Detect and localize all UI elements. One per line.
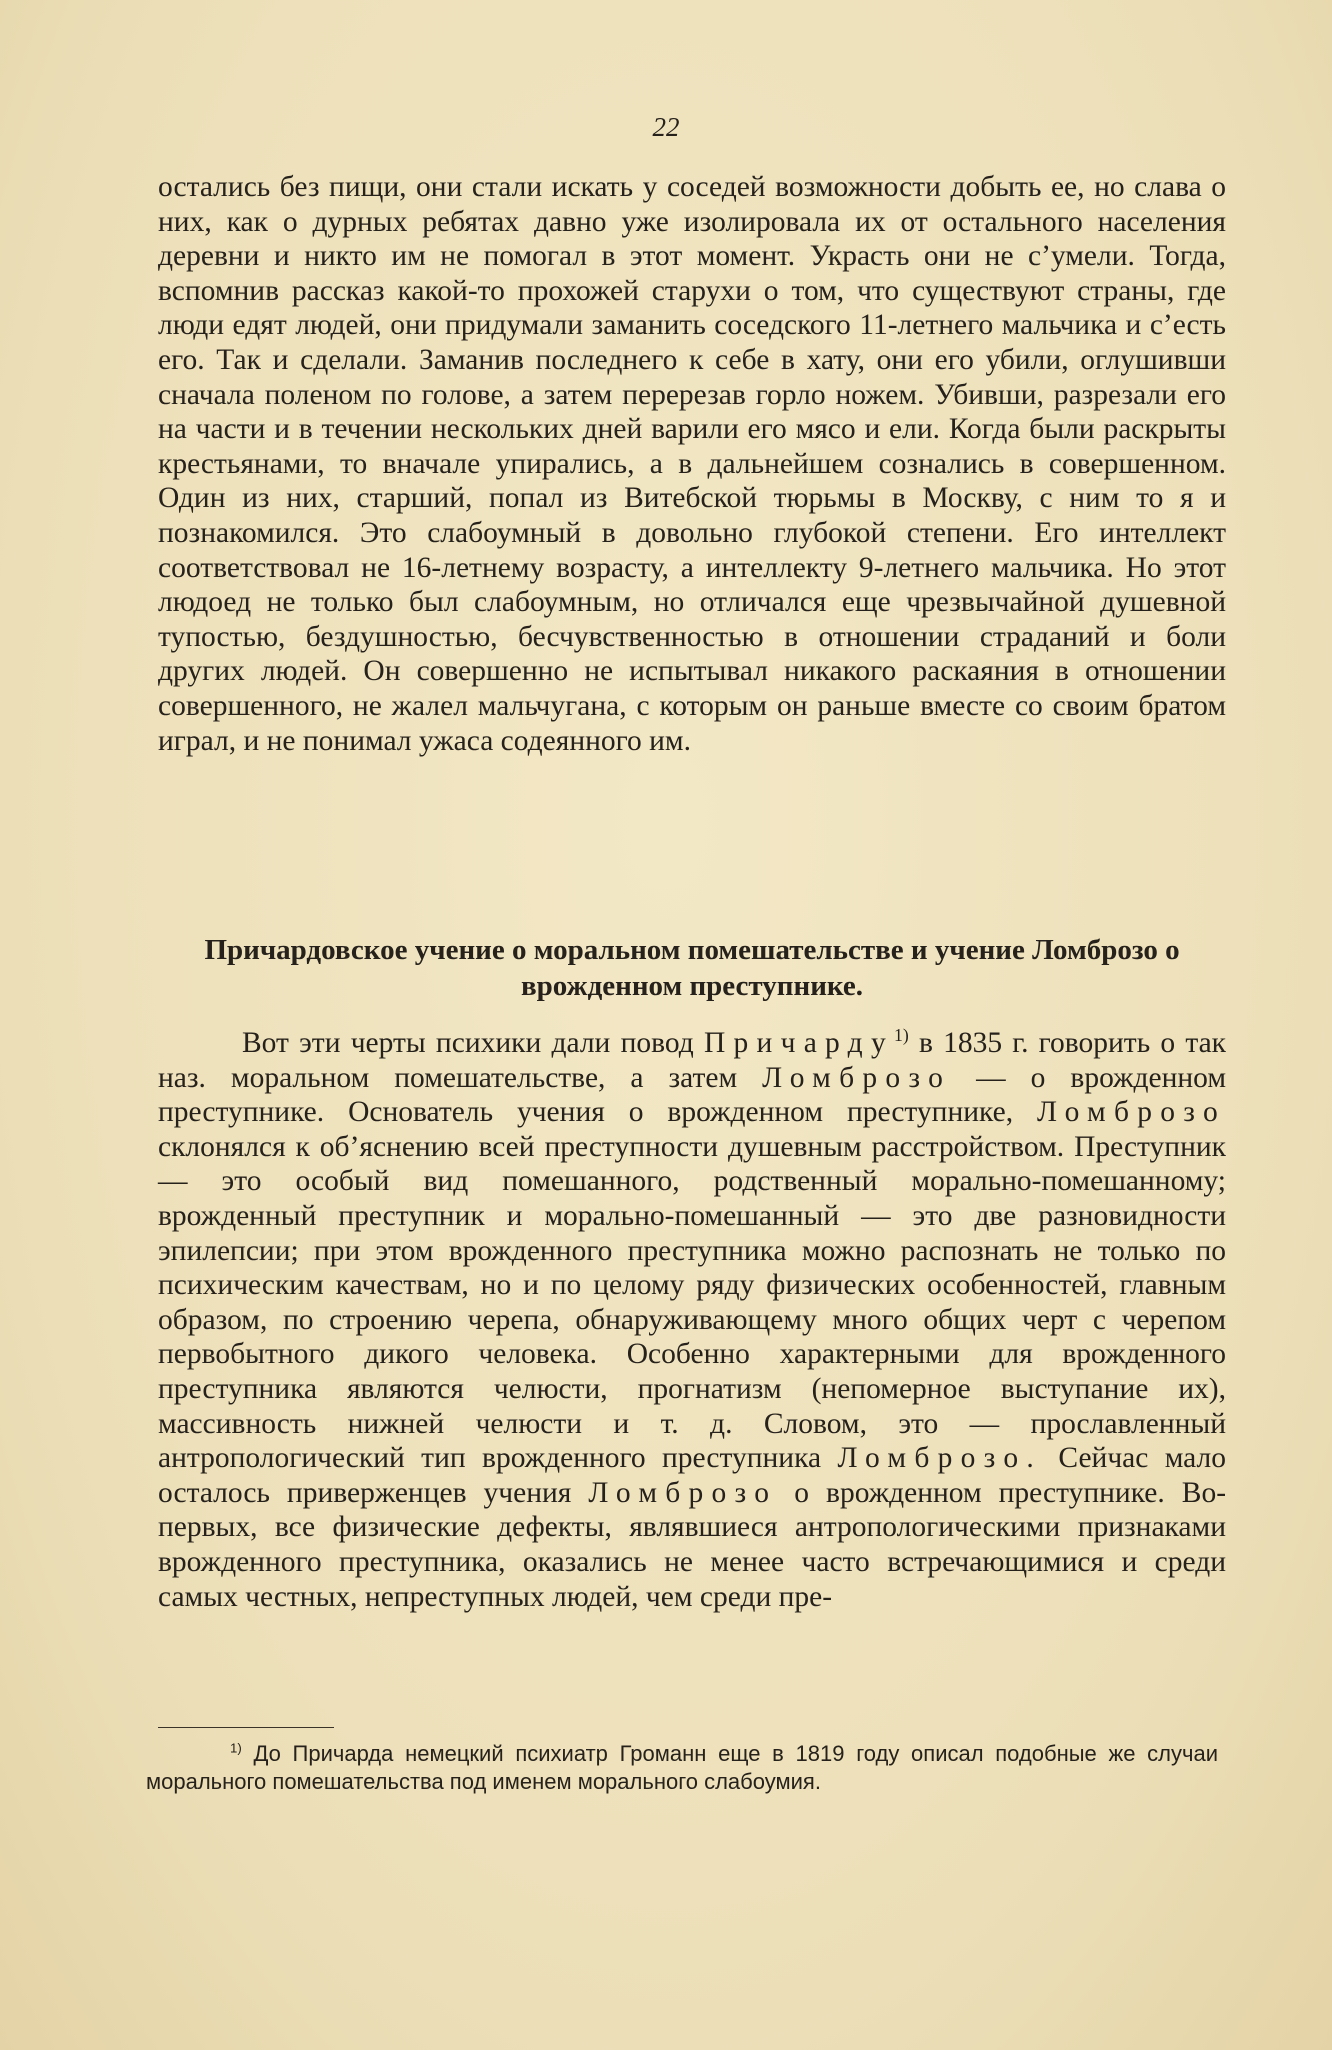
footnote [146,1740,1218,1795]
name-lombroso: Ломброзо. [837,1442,1043,1475]
footnote-text: До Причарда немецкий психиатр Громанн еще в 1819 году описал подобные же случаи морального помешательства под именем морального слабоумия. [146,1741,1218,1794]
name-lombroso: Ломброзо [588,1476,778,1509]
section-heading: Причардовское учение о моральном помешательстве и учение Ломброзо о врожденном преступнике. [204,934,1180,1002]
paragraph-2-text-1: Вот эти черты психики дали повод [242,1027,694,1059]
name-lombroso: Ломброзо [1037,1096,1226,1129]
paragraph-2 [158,1026,1226,1614]
footnote-divider [158,1727,334,1728]
paragraph-1: остались без пищи, они стали искать у соседей возможности добыть ее, но слава о них, как о дурных ребятах давно уже изолировала их от остального населения деревни и никто им не помогал в этот момент. Украсть они не с’умели. Тогда, вспомнив рассказ какой-то прохожей старухи о том, что существуют страны, где люди едят людей, они придумали заманить соседского 11-летнего мальчика и с’есть его. Так и сделали. Заманив последнего к себе в хату, они его убили, оглушивши сначала поленом по голове, а затем перерезав горло ножем. Убивши, разрезали его на части и в течении нескольких дней варили его мясо и ели. Когда были раскрыты крестьянами, то вначале упирались, а в дальнейшем сознались в совершенном. Один из них, старший, попал из Витебской тюрьмы в Москву, с ним то я и познакомился. Это слабоумный в довольно глубокой степени. Его интеллект соответствовал не 16-летнему возрасту, а интеллекту 9-летнего мальчика. Но этот людоед не только был слабоумным, но отличался еще чрезвычайной душевной тупостью, бездушностью, бесчувственностью в отношении страданий и боли других людей. Он совершенно не испытывал никакого раскаяния в отношении совершенного, не жалел мальчугана, с которым он раньше вместе со своим братом играл, и не понимал ужаса содеянного им. [158,171,1226,757]
paragraph-2-text-5: Сейчас мало осталось приверженцев учения [158,1442,1227,1509]
paragraph-2-text-4: склонялся к об’яснению всей преступности душевным расстройством. Преступник — это особый вид помешанного, родственный морально-помешанному; врожденный преступник и морально-помешанный — это две разновидности эпилепсии; при этом врожденного преступника можно распознать не только по психическим качествам, но и по целому ряду физических особенностей, главным образом, по строению черепа, обнаруживающему много общих черт с черепом первобытного дикого человека. Особенно характерными для врожденного преступника являются челюсти, прогнатизм (непомерное выступание их), массивность нижней челюсти и т. д. Словом, это — прославленный антропологический тип врожденного преступника [158,1130,1226,1475]
name-prichard: Причарду [703,1027,894,1059]
paragraph-2-text-6: о врожденном преступнике. Во-первых, все физические дефекты, являвшиеся антропологическими признаками врожденного преступника, оказались не менее часто встречающимися и среди самых честных, непреступных людей, чем среди пре- [158,1476,1227,1613]
page-number: 22 [652,112,680,142]
footnote-reference[interactable]: 1) [893,1025,909,1046]
paragraph-2-text-2: в 1835 г. говорить о так наз. моральном помешательстве, а затем [158,1027,1227,1094]
name-lombroso: Ломброзо [762,1061,952,1094]
paragraph-2-text-3: — о врожденном преступнике. Основатель учения о врожденном преступнике, [158,1061,1227,1129]
footnote-mark: 1) [230,1740,242,1756]
